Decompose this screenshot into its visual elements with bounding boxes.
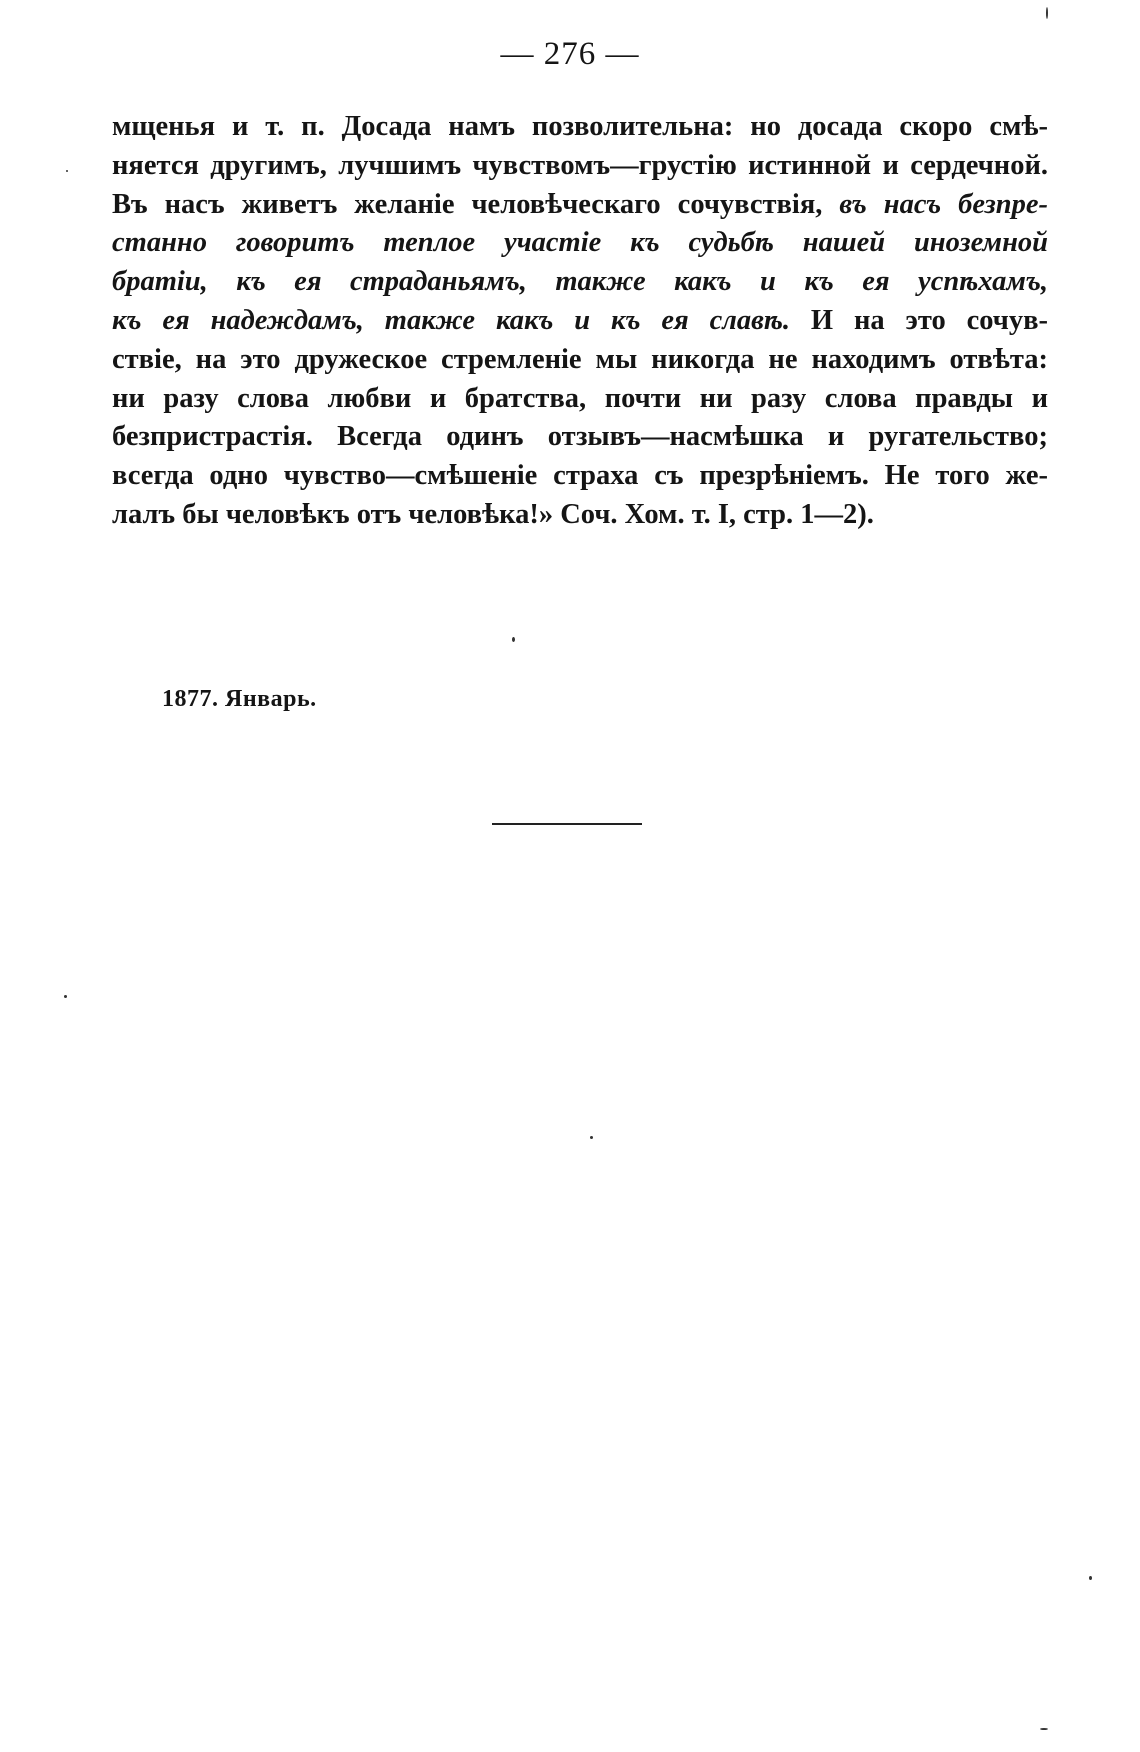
scan-speck: [590, 1136, 593, 1139]
italic-segment: станно говоритъ теплое участіе къ судьбѣ нашей иноземной: [112, 227, 1048, 259]
page-number: — 276 —: [500, 36, 640, 72]
scan-speck: [1046, 7, 1048, 19]
text-segment: безпристрастія. Всегда одинъ отзывъ—насмѣшка и ругательство;: [112, 421, 1048, 453]
scan-speck: [512, 637, 515, 642]
text-line: [112, 496, 1048, 535]
text-segment: ствіе, на это дружеское стремленіе мы никогда не находимъ отвѣта:: [112, 343, 1048, 375]
scan-speck: [64, 995, 67, 998]
text-segment: всегда одно чувство—смѣшеніе страха съ презрѣніемъ. Не того же-: [112, 460, 1048, 492]
text-line: [112, 108, 1048, 147]
text-segment: лалъ бы человѣкъ отъ человѣка!» Соч. Хом. т. I, стр. 1—2).: [112, 498, 874, 530]
text-segment: няется другимъ, лучшимъ чувствомъ—грустію истинной и сердечной.: [112, 149, 1048, 181]
text-line: [112, 186, 1048, 225]
text-line: [112, 147, 1048, 186]
text-line: [112, 380, 1048, 419]
text-segment: мщенья и т. п. Досада намъ позволительна: но досада скоро смѣ-: [112, 111, 1048, 142]
text-line: [112, 418, 1048, 457]
text-segment: И на это сочув-: [790, 304, 1048, 336]
closing-rule: [492, 823, 642, 825]
italic-segment: въ насъ безпре-: [839, 188, 1049, 220]
italic-segment: къ ея надеждамъ, также какъ и къ ея славѣ.: [112, 304, 791, 336]
text-line: [112, 263, 1048, 302]
italic-segment: братіи, къ ея страданьямъ, также какъ и къ ея успѣхамъ,: [112, 266, 1048, 298]
body-text: [112, 108, 1048, 535]
scan-speck: [1089, 1576, 1092, 1580]
text-line: [112, 302, 1048, 341]
text-line: [112, 341, 1048, 380]
text-line: [112, 224, 1048, 263]
text-segment: ни разу слова любви и братства, почти ни разу слова правды и: [112, 382, 1048, 414]
scan-speck: [66, 170, 68, 172]
text-line: [112, 457, 1048, 496]
text-segment: Въ насъ живетъ желаніе человѣческаго сочувствія,: [112, 188, 840, 220]
scan-speck: [1040, 1728, 1048, 1730]
date-line: 1877. Январь.: [162, 686, 317, 712]
